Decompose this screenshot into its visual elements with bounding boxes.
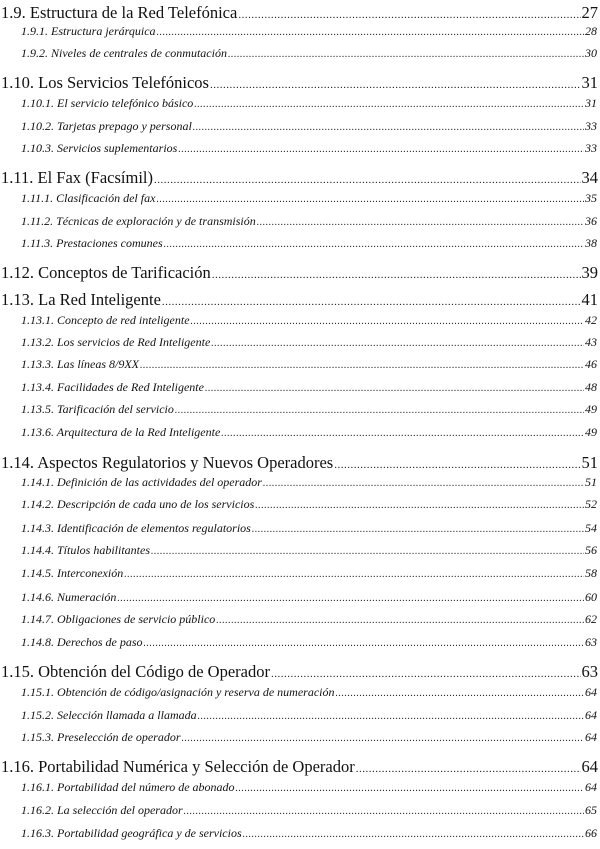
toc-entry-page-number: 39 xyxy=(581,263,598,282)
toc-entry-page-number: 64 xyxy=(585,685,597,699)
dot-leader xyxy=(144,638,584,649)
dot-leader xyxy=(257,217,584,228)
dot-leader xyxy=(212,269,581,281)
toc-entry-page-number: 27 xyxy=(581,3,598,22)
toc-section-entry xyxy=(21,635,597,650)
toc-entry-page-number: 42 xyxy=(585,313,597,327)
toc-section-entry xyxy=(21,708,597,723)
toc-chapter-entry xyxy=(1,73,598,93)
toc-entry-title: 1.9.2. Niveles de centrales de conmutación xyxy=(21,46,227,60)
dot-leader xyxy=(162,296,581,308)
toc-section-entry xyxy=(21,46,597,61)
dot-leader xyxy=(255,500,584,511)
dot-leader xyxy=(336,688,585,699)
toc-chapter-entry xyxy=(1,3,598,23)
toc-entry-title: 1.15.2. Selección llamada a llamada xyxy=(21,708,197,722)
toc-entry-page-number: 38 xyxy=(585,236,597,250)
dot-leader xyxy=(117,593,584,604)
toc-entry-page-number: 48 xyxy=(585,380,597,394)
toc-entry-page-number: 63 xyxy=(581,662,598,681)
toc-entry-title: 1.12. Conceptos de Tarificación xyxy=(1,263,211,282)
dot-leader xyxy=(334,459,580,471)
toc-entry-page-number: 31 xyxy=(581,73,598,92)
dot-leader xyxy=(178,144,584,155)
toc-entry-title: 1.14.6. Numeración xyxy=(21,590,117,604)
dot-leader xyxy=(157,27,584,38)
toc-entry-page-number: 31 xyxy=(585,96,597,110)
dot-leader xyxy=(216,615,584,626)
toc-entry-page-number: 49 xyxy=(585,402,597,416)
dot-leader xyxy=(198,711,584,722)
dot-leader xyxy=(211,338,584,349)
dot-leader xyxy=(193,122,584,133)
dot-leader xyxy=(210,79,581,91)
toc-entry-title: 1.16. Portabilidad Numérica y Selección de Operador xyxy=(1,757,355,776)
toc-entry-page-number: 36 xyxy=(585,214,597,228)
toc-entry-page-number: 46 xyxy=(585,357,597,371)
toc-section-entry xyxy=(21,521,597,536)
toc-entry-page-number: 43 xyxy=(585,335,597,349)
toc-entry-page-number: 65 xyxy=(585,803,597,817)
toc-section-entry xyxy=(21,335,597,350)
toc-section-entry xyxy=(21,543,597,558)
toc-section-entry xyxy=(21,236,597,251)
toc-entry-title: 1.9.1. Estructura jerárquica xyxy=(21,24,156,38)
toc-entry-title: 1.15. Obtención del Código de Operador xyxy=(1,662,270,681)
toc-entry-title: 1.16.3. Portabilidad geográfica y de servicios xyxy=(21,826,242,840)
toc-chapter-entry xyxy=(1,453,598,473)
toc-entry-page-number: 64 xyxy=(585,730,597,744)
toc-entry-title: 1.14.5. Interconexión xyxy=(21,566,124,580)
toc-entry-title: 1.14.8. Derechos de paso xyxy=(21,635,143,649)
toc-entry-title: 1.13.6. Arquitectura de la Red Inteligente xyxy=(21,425,221,439)
toc-chapter-entry xyxy=(1,757,598,777)
dot-leader xyxy=(194,99,584,110)
toc-entry-title: 1.13.1. Concepto de red inteligente xyxy=(21,313,190,327)
toc-section-entry xyxy=(21,214,597,229)
dot-leader xyxy=(124,569,584,580)
toc-entry-page-number: 64 xyxy=(585,708,597,722)
toc-entry-page-number: 51 xyxy=(581,453,598,472)
toc-entry-page-number: 66 xyxy=(585,826,597,840)
toc-section-entry xyxy=(21,313,597,328)
toc-section-entry xyxy=(21,497,597,512)
toc-entry-title: 1.10.3. Servicios suplementarios xyxy=(21,141,178,155)
toc-section-entry xyxy=(21,96,597,111)
toc-section-entry xyxy=(21,357,597,372)
toc-entry-title: 1.10.1. El servicio telefónico básico xyxy=(21,96,194,110)
dot-leader xyxy=(252,524,584,535)
toc-entry-page-number: 64 xyxy=(585,780,597,794)
toc-section-entry xyxy=(21,402,597,417)
toc-entry-page-number: 33 xyxy=(585,119,597,133)
dot-leader xyxy=(263,478,584,489)
toc-entry-page-number: 34 xyxy=(581,168,598,187)
toc-entry-title: 1.13.2. Los servicios de Red Inteligente xyxy=(21,335,211,349)
toc-entry-title: 1.11.3. Prestaciones comunes xyxy=(21,236,163,250)
toc-entry-title: 1.16.1. Portabilidad del número de abonado xyxy=(21,780,235,794)
toc-entry-page-number: 62 xyxy=(585,612,597,626)
toc-section-entry xyxy=(21,826,597,841)
dot-leader xyxy=(238,9,580,21)
toc-section-entry xyxy=(21,191,597,206)
dot-leader xyxy=(151,546,584,557)
toc-entry-page-number: 52 xyxy=(585,497,597,511)
dot-leader xyxy=(184,806,584,817)
toc-section-entry xyxy=(21,612,597,627)
toc-entry-title: 1.13.3. Las líneas 8/9XX xyxy=(21,357,140,371)
toc-section-entry xyxy=(21,803,597,818)
dot-leader xyxy=(175,405,584,416)
toc-section-entry xyxy=(21,566,597,581)
dot-leader xyxy=(228,49,584,60)
toc-section-entry xyxy=(21,425,597,440)
toc-entry-title: 1.14.2. Descripción de cada uno de los servicios xyxy=(21,497,255,511)
toc-chapter-entry xyxy=(1,168,598,188)
toc-entry-page-number: 58 xyxy=(585,566,597,580)
toc-section-entry xyxy=(21,730,597,745)
toc-entry-title: 1.13.4. Facilidades de Red Inteligente xyxy=(21,380,204,394)
toc-entry-title: 1.9. Estructura de la Red Telefónica xyxy=(1,3,238,22)
toc-entry-page-number: 49 xyxy=(585,425,597,439)
toc-entry-title: 1.10.2. Tarjetas prepago y personal xyxy=(21,119,192,133)
dot-leader xyxy=(156,194,584,205)
toc-entry-title: 1.16.2. La selección del operador xyxy=(21,803,183,817)
dot-leader xyxy=(191,316,584,327)
toc-chapter-entry xyxy=(1,290,598,310)
toc-section-entry xyxy=(21,119,597,134)
dot-leader xyxy=(243,829,584,840)
dot-leader xyxy=(236,783,584,794)
toc-section-entry xyxy=(21,141,597,156)
toc-entry-page-number: 33 xyxy=(585,141,597,155)
toc-entry-title: 1.14. Aspectos Regulatorios y Nuevos Operadores xyxy=(1,453,334,472)
toc-entry-page-number: 35 xyxy=(585,191,597,205)
dot-leader xyxy=(356,763,581,775)
toc-entry-page-number: 28 xyxy=(585,24,597,38)
toc-chapter-entry xyxy=(1,662,598,682)
toc-entry-page-number: 64 xyxy=(581,757,598,776)
toc-entry-title: 1.11.2. Técnicas de exploración y de transmisión xyxy=(21,214,256,228)
toc-entry-page-number: 63 xyxy=(585,635,597,649)
toc-section-entry xyxy=(21,380,597,395)
dot-leader xyxy=(205,383,584,394)
toc-entry-title: 1.14.4. Títulos habilitantes xyxy=(21,543,151,557)
dot-leader xyxy=(221,428,584,439)
toc-section-entry xyxy=(21,590,597,605)
toc-entry-page-number: 54 xyxy=(585,521,597,535)
dot-leader xyxy=(182,733,584,744)
dot-leader xyxy=(271,668,581,680)
toc-entry-title: 1.14.3. Identificación de elementos regulatorios xyxy=(21,521,251,535)
toc-entry-title: 1.10. Los Servicios Telefónicos xyxy=(1,73,209,92)
dot-leader xyxy=(140,360,584,371)
toc-entry-title: 1.14.7. Obligaciones de servicio público xyxy=(21,612,216,626)
toc-entry-page-number: 51 xyxy=(585,475,597,489)
toc-entry-page-number: 60 xyxy=(585,590,597,604)
toc-entry-title: 1.13. La Red Inteligente xyxy=(1,290,161,309)
toc-entry-title: 1.15.1. Obtención de código/asignación y reserva de numeración xyxy=(21,685,335,699)
toc-entry-title: 1.11. El Fax (Facsímil) xyxy=(1,168,153,187)
toc-entry-title: 1.13.5. Tarificación del servicio xyxy=(21,402,174,416)
toc-entry-page-number: 41 xyxy=(581,290,598,309)
toc-section-entry xyxy=(21,780,597,795)
toc-section-entry xyxy=(21,475,597,490)
toc-entry-title: 1.15.3. Preselección de operador xyxy=(21,730,181,744)
toc-entry-title: 1.14.1. Definición de las actividades del operador xyxy=(21,475,262,489)
dot-leader xyxy=(164,239,584,250)
toc-entry-title: 1.11.1. Clasificación del fax xyxy=(21,191,156,205)
toc-chapter-entry xyxy=(1,263,598,283)
toc-entry-page-number: 56 xyxy=(585,543,597,557)
toc-entry-page-number: 30 xyxy=(585,46,597,60)
toc-section-entry xyxy=(21,685,597,700)
toc-section-entry xyxy=(21,24,597,39)
dot-leader xyxy=(154,174,581,186)
